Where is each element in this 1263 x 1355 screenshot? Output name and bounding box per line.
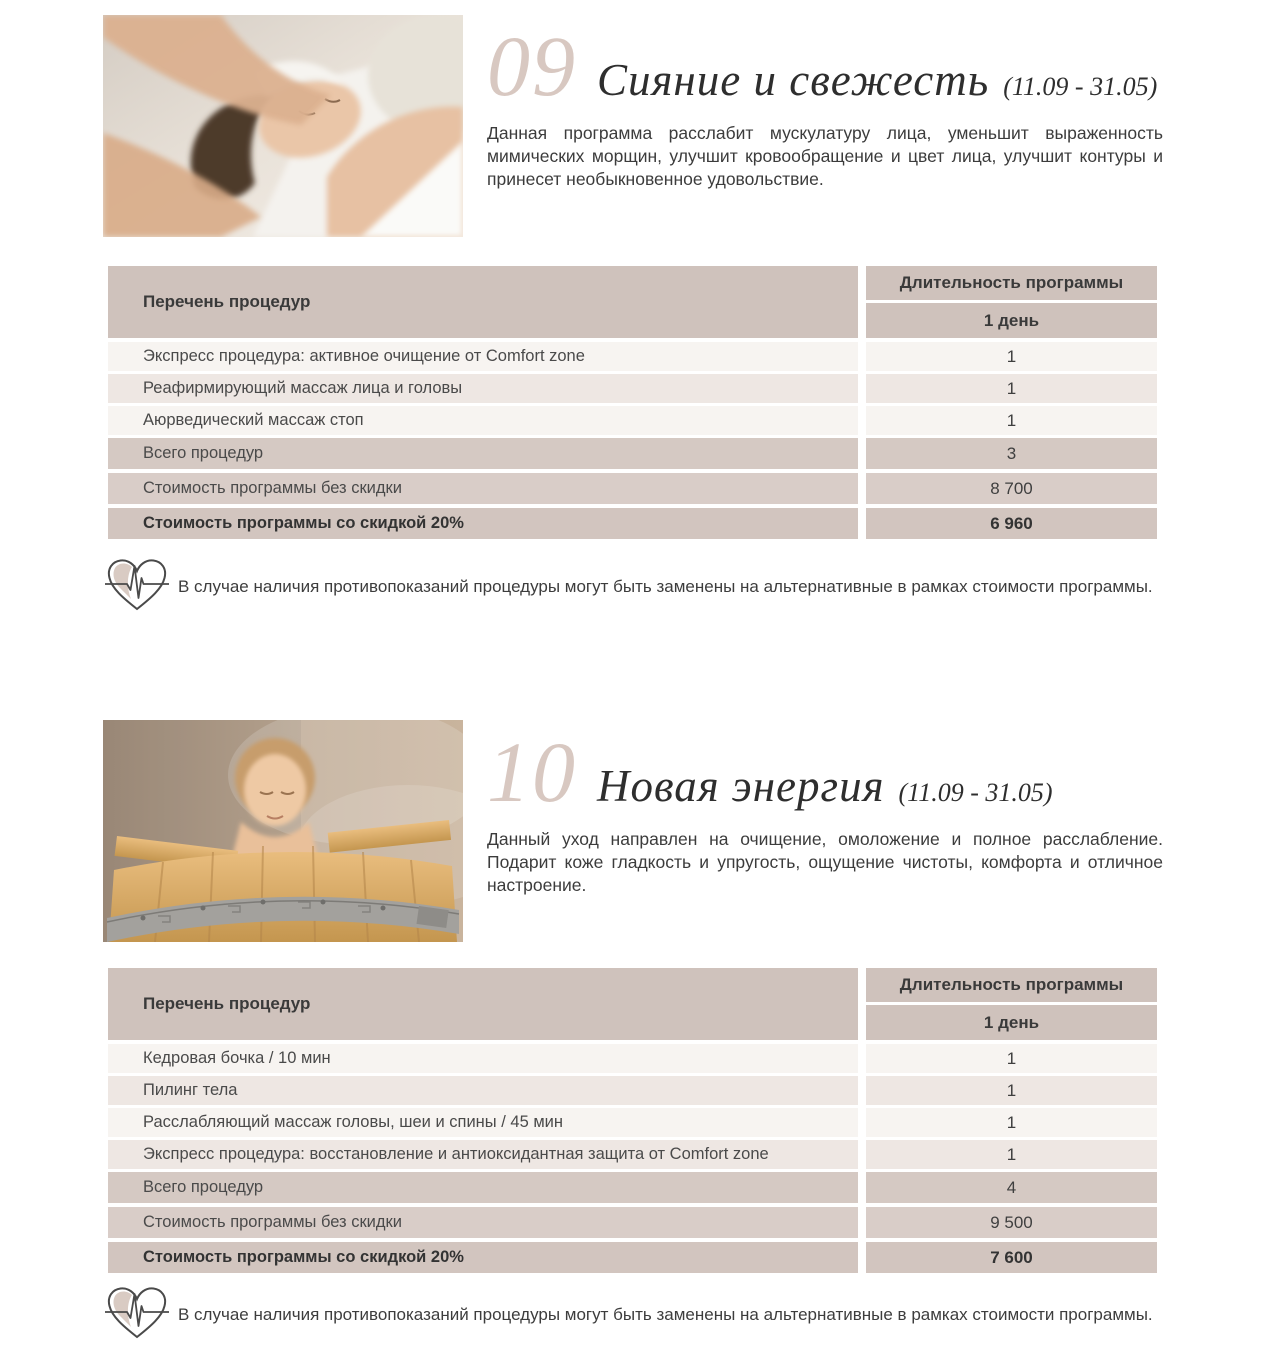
section-10-header [487, 724, 1163, 897]
table-row [108, 342, 1157, 371]
cedar-barrel-illustration [103, 720, 463, 942]
summary-label: Стоимость программы без скидки [108, 473, 858, 504]
section-number: 10 [487, 724, 577, 820]
section-dates: (11.09 - 31.05) [1003, 72, 1158, 101]
table-header-row [108, 266, 1157, 338]
duration-column-header [866, 968, 1157, 1040]
note-text: В случае наличия противопоказаний процедуры могут быть заменены на альтернативные в рамках стоимости программы. [178, 1305, 1153, 1324]
facial-massage-photo [103, 15, 463, 237]
summary-label: Стоимость программы со скидкой 20% [108, 508, 858, 539]
procedure-value: 1 [866, 374, 1157, 403]
discount-price-row [108, 508, 1157, 539]
duration-header-label: Длительность программы [866, 266, 1157, 300]
heart-pulse-icon [104, 557, 170, 617]
procedure-value: 1 [866, 1044, 1157, 1073]
contraindications-note [104, 556, 1214, 618]
section-dates: (11.09 - 31.05) [898, 778, 1053, 807]
summary-value: 8 700 [866, 473, 1157, 504]
procedure-label: Реафирмирующий массаж лица и головы [108, 374, 858, 403]
procedure-label: Экспресс процедура: активное очищение от Comfort zone [108, 342, 858, 371]
procedure-value: 1 [866, 406, 1157, 435]
price-row [108, 1207, 1157, 1238]
contraindications-note [104, 1284, 1214, 1346]
duration-subheader-label: 1 день [866, 1005, 1157, 1040]
duration-header-label: Длительность программы [866, 968, 1157, 1002]
cedar-barrel-photo [103, 720, 463, 942]
table-header-row [108, 968, 1157, 1040]
table-row [108, 374, 1157, 403]
summary-label: Всего процедур [108, 1172, 858, 1203]
summary-value: 7 600 [866, 1242, 1157, 1273]
section-description: Данный уход направлен на очищение, омоложение и полное расслабление. Подарит коже гладкость и упругость, ощущение чистоты, комфорта и отличное настроение. [487, 828, 1163, 895]
section-title: Сияние и свежесть [597, 55, 990, 105]
price-row [108, 473, 1157, 504]
procedure-label: Кедровая бочка / 10 мин [108, 1044, 858, 1073]
table-row [108, 1044, 1157, 1073]
procedure-value: 1 [866, 1140, 1157, 1169]
summary-label: Всего процедур [108, 438, 858, 469]
procedure-label: Пилинг тела [108, 1076, 858, 1105]
summary-value: 4 [866, 1172, 1157, 1203]
table-row [108, 1108, 1157, 1137]
section-10-title-line [487, 724, 1163, 820]
facial-massage-illustration [103, 15, 463, 237]
procedures-column-header: Перечень процедур [108, 266, 858, 338]
section-description: Данная программа расслабит мускулатуру лица, уменьшит выраженность мимических морщин, улучшит кровообращение и цвет лица, улучшит контуры и принесет необыкновенное удовольствие. [487, 122, 1163, 189]
discount-price-row [108, 1242, 1157, 1273]
summary-value: 9 500 [866, 1207, 1157, 1238]
note-text: В случае наличия противопоказаний процедуры могут быть заменены на альтернативные в рамках стоимости программы. [178, 577, 1153, 596]
section-09-title-line [487, 18, 1163, 114]
table-row [108, 1076, 1157, 1105]
procedures-column-header: Перечень процедур [108, 968, 858, 1040]
program-09-table [108, 266, 1157, 543]
procedure-label: Аюрведический массаж стоп [108, 406, 858, 435]
table-row [108, 406, 1157, 435]
total-procedures-row [108, 1172, 1157, 1203]
summary-value: 6 960 [866, 508, 1157, 539]
section-number: 09 [487, 18, 577, 114]
heart-pulse-icon [104, 1285, 170, 1345]
procedure-value: 1 [866, 342, 1157, 371]
section-09-header [487, 18, 1163, 191]
procedure-label: Экспресс процедура: восстановление и антиоксидантная защита от Comfort zone [108, 1140, 858, 1169]
procedure-label: Расслабляющий массаж головы, шеи и спины / 45 мин [108, 1108, 858, 1137]
procedure-value: 1 [866, 1108, 1157, 1137]
total-procedures-row [108, 438, 1157, 469]
table-row [108, 1140, 1157, 1169]
procedure-value: 1 [866, 1076, 1157, 1105]
summary-value: 3 [866, 438, 1157, 469]
duration-column-header [866, 266, 1157, 338]
summary-label: Стоимость программы без скидки [108, 1207, 858, 1238]
summary-label: Стоимость программы со скидкой 20% [108, 1242, 858, 1273]
section-title: Новая энергия [597, 761, 885, 811]
duration-subheader-label: 1 день [866, 303, 1157, 338]
program-10-table [108, 968, 1157, 1277]
